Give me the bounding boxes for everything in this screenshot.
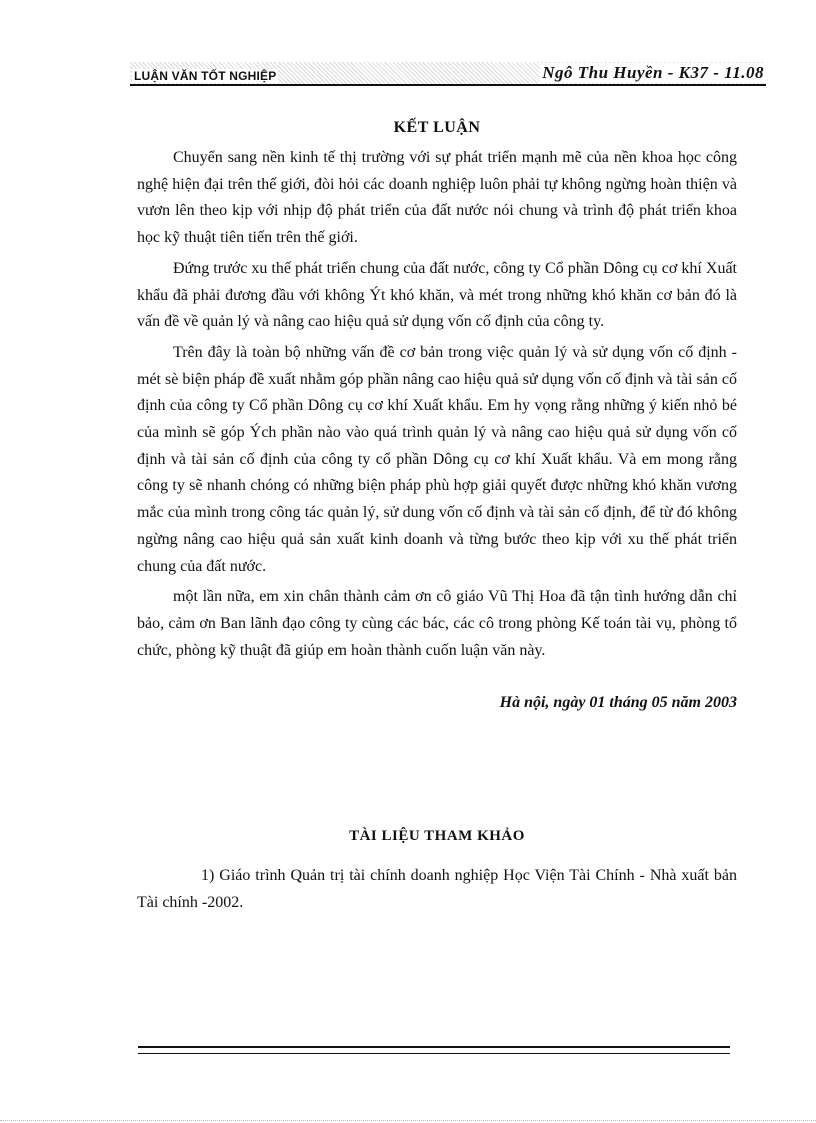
conclusion-title: KẾT LUẬN (393, 119, 481, 136)
document-body (137, 119, 737, 921)
dateline: Hà nội, ngày 01 tháng 05 năm 2003 (499, 694, 737, 712)
header-author: Ngô Thu Huyền - K37 - 11.08 (542, 63, 764, 82)
page-header (130, 62, 766, 86)
conclusion-paragraph: Trên đây là toàn bộ những vấn đề cơ bản trong việc quản lý và sử dụng vốn cố định - mét sè biện pháp đề xuất nhằm góp phần nâng cao hiệu quả sử dụng vốn cố định và tài sản cố định của công ty Cổ phần Dông cụ cơ khí Xuất khẩu. Em hy vọng rằng những ý kiến nhỏ bé của mình sẽ góp Ých phần nào vào quá trình quản lý và nâng cao hiệu quả sử dụng vốn cố định và tài sản cố định của công ty cổ phần Dông cụ cơ khí Xuất khẩu. Và em mong rằng công ty sẽ nhanh chóng có những biện pháp phù hợp giải quyết được những khó khăn vương mắc của mình trong công tác quản lý, sử dung vốn cố định và tài sản cố định, để từ đó không ngừng nâng cao hiệu quả sản xuất kinh doanh và từng bước theo kịp với xu thế phát triển chung của đất nước. (137, 343, 737, 575)
header-thesis-label: LUẬN VĂN TỐT NGHIỆP (134, 69, 277, 83)
page-bottom-edge (0, 1120, 816, 1121)
conclusion-paragraph: Chuyển sang nền kinh tế thị trường với sự phát triển mạnh mẽ của nền khoa học công nghệ hiện đại trên thế giới, đòi hỏi các doanh nghiệp luôn phải tự không ngừng hoàn thiện và vươn lên theo kịp với nhịp độ phát triển của đất nước nói chung và trình độ phát triển khoa học kỹ thuật tiên tiến trên thế giới. (137, 149, 737, 247)
header-rule (130, 84, 766, 86)
references-title: TÀI LIỆU THAM KHẢO (349, 828, 525, 845)
footer-double-rule (138, 1046, 730, 1054)
reference-item: 1) Giáo trình Quản trị tài chính doanh nghiệp Học Viện Tài Chính - Nhà xuất bản Tài chính -2002. (137, 867, 737, 912)
conclusion-paragraph: Đứng trước xu thế phát triển chung của đất nước, công ty Cổ phần Dông cụ cơ khí Xuất khẩu đã phải đương đầu với không Ýt khó khăn, và mét trong những khó khăn cơ bản đó là vấn đề về quản lý và nâng cao hiệu quả sử dụng vốn cố định của công ty. (137, 259, 737, 331)
conclusion-paragraph: một lần nữa, em xin chân thành cảm ơn cô giáo Vũ Thị Hoa đã tận tình hướng dẫn chỉ bảo, cảm ơn Ban lãnh đạo công ty cùng các bác, các cô trong phòng Kế toán tài vụ, phòng tổ chức, phòng kỹ thuật đã giúp em hoàn thành cuốn luận văn này. (137, 588, 737, 659)
